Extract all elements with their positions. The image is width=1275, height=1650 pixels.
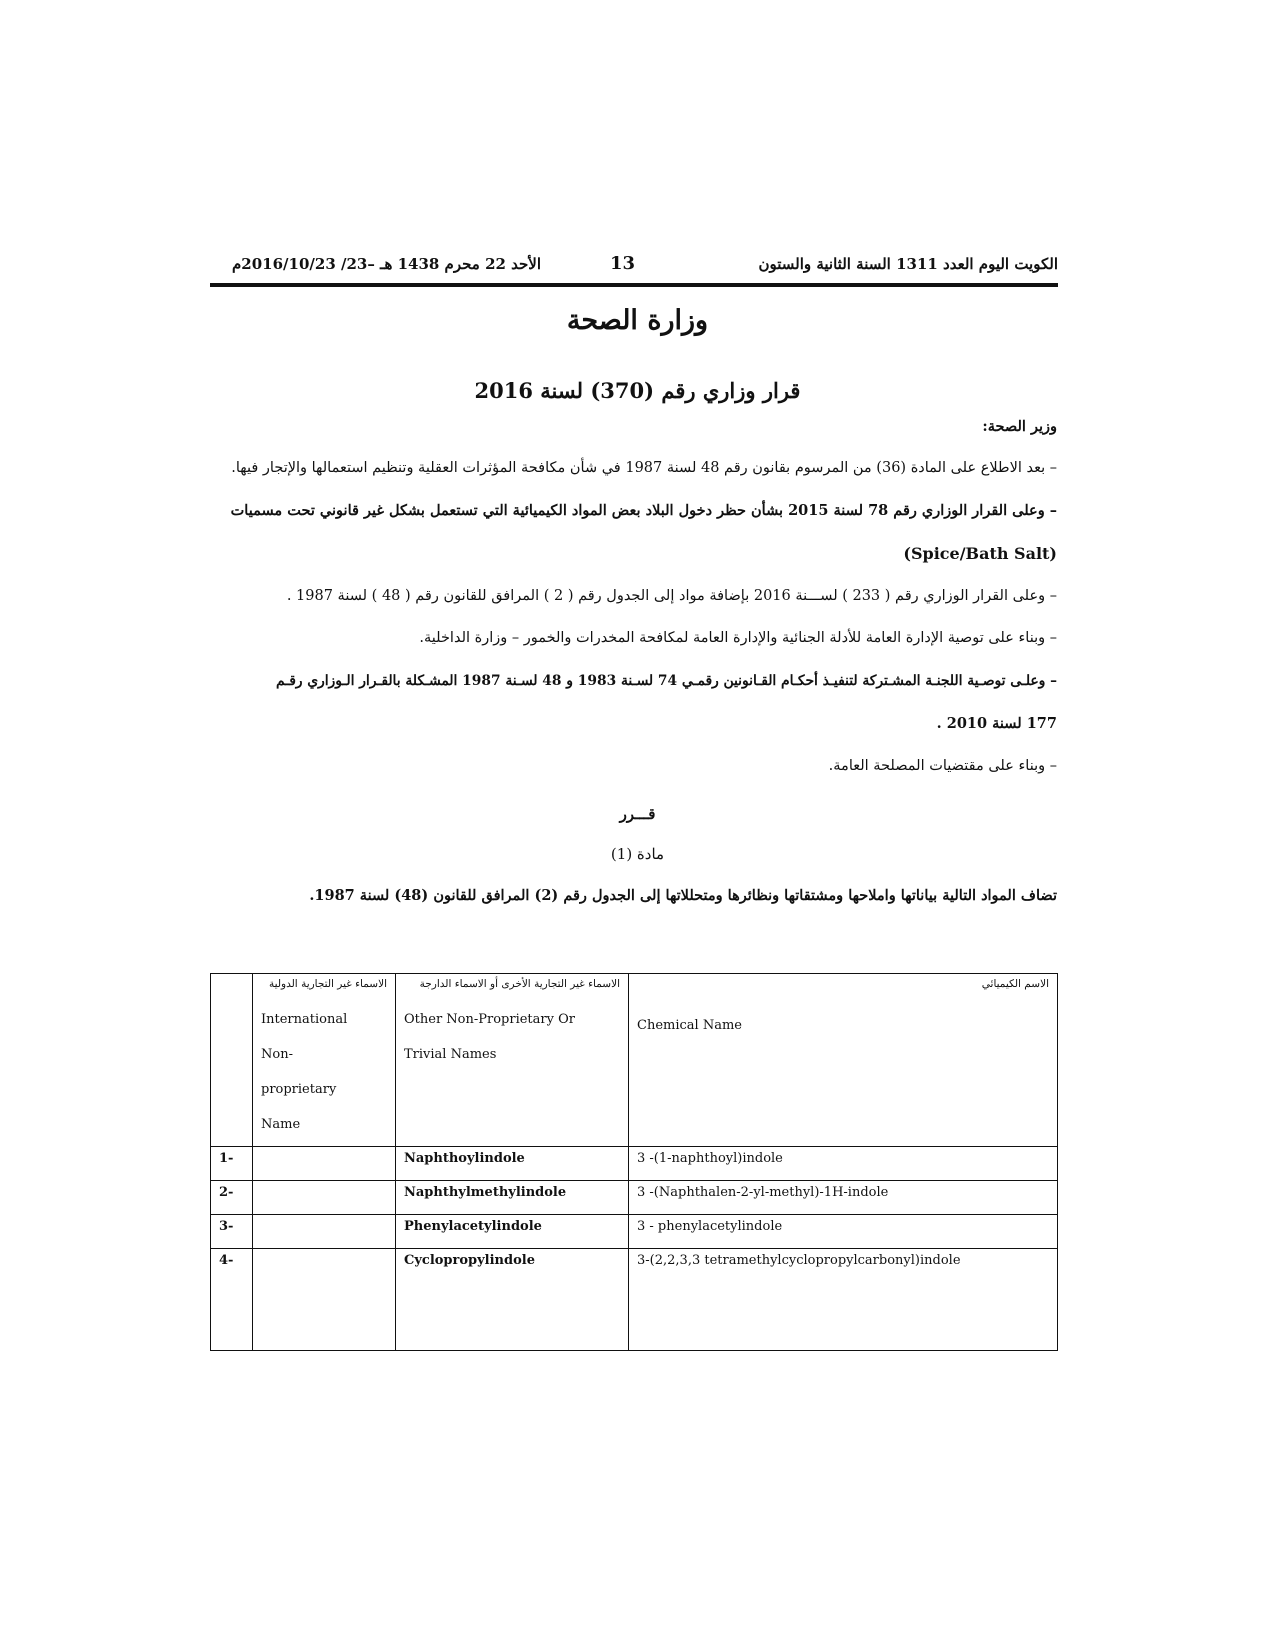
header-chemical-arabic: الاسم الكيميائي: [981, 978, 1049, 990]
paragraph-1: – بعد الاطلاع على المادة (36) من المرسوم بقانون رقم 48 لسنة 1987 في شأن مكافحة المؤثرات العقلية وتنظيم استعمالها والإتجار فيها.: [231, 460, 1057, 476]
article-text: تضاف المواد التالية بياناتها واملاحها ومشتقاتها ونظائرها ومتحللاتها إلى الجدول رقم (2) المرافق للقانون (48) لسنة 1987.: [309, 887, 1057, 904]
paragraph-5-cont: 177 لسنة 2010 .: [936, 715, 1057, 732]
header-chemical-english: Chemical Name: [637, 1018, 742, 1033]
row-number: 2-: [211, 1181, 253, 1215]
header-inn-english: International Non- proprietary Name: [261, 1012, 348, 1132]
paragraph-4: – وبناء على توصية الإدارة العامة للأدلة الجنائية والإدارة العامة لمكافحة المخدرات والخمور – وزارة الداخلية.: [419, 630, 1057, 646]
table-row: [211, 1181, 1058, 1215]
header-trivial-arabic: الاسماء غير التجارية الأخرى أو الاسماء الدارجة: [419, 978, 620, 990]
row-number: 3-: [211, 1215, 253, 1249]
row-inn: [253, 1215, 396, 1249]
row-inn: [253, 1249, 396, 1351]
paragraph-6: – وبناء على مقتضيات المصلحة العامة.: [828, 758, 1057, 774]
row-chemical: 3 - phenylacetylindole: [629, 1215, 1058, 1249]
paragraph-3: – وعلى القرار الوزاري رقم ( 233 ) لســـنة 2016 بإضافة مواد إلى الجدول رقم ( 2 ) المرافق للقانون رقم ( 48 ) لسنة 1987 .: [286, 588, 1057, 604]
table-row: [211, 1215, 1058, 1249]
header-trivial-english: Other Non-Proprietary Or Trivial Names: [404, 1012, 575, 1062]
article-heading: مادة (1): [610, 845, 665, 863]
row-trivial: Naphthoylindole: [396, 1147, 629, 1181]
header-cell-trivial: [396, 974, 629, 1147]
page-header: [210, 255, 1058, 287]
row-chemical: 3 -(1-naphthoyl)indole: [629, 1147, 1058, 1181]
decree-title: قرار وزاري رقم (370) لسنة 2016: [474, 378, 801, 403]
page-number: 13: [610, 253, 636, 274]
row-trivial: Naphthylmethylindole: [396, 1181, 629, 1215]
minister-line: وزير الصحة:: [982, 418, 1057, 435]
row-trivial: Cyclopropylindole: [396, 1249, 629, 1351]
header-cell-chemical: [629, 974, 1058, 1147]
decided-heading: قـــرر: [619, 805, 656, 823]
paragraph-2-cont: (Spice/Bath Salt): [903, 544, 1057, 563]
row-number: 1-: [211, 1147, 253, 1181]
substances-table: [210, 973, 1058, 1351]
header-cell-number: [211, 974, 253, 1147]
header-cell-inn: [253, 974, 396, 1147]
header-inn-arabic: الاسماء غير التجارية الدولية: [269, 978, 387, 990]
paragraph-5: – وعلـى توصـية اللجنـة المشـتركة لتنفيـذ أحكـام القـانونين رقمـي 74 لسـنة 1983 و 48 لسـنة 1987 المشـكلة بالقـرار الـوزاري رقـم: [275, 673, 1057, 689]
row-chemical: 3 -(Naphthalen-2-yl-methyl)-1H-indole: [629, 1181, 1058, 1215]
row-number: 4-: [211, 1249, 253, 1351]
row-chemical: 3-(2,2,3,3 tetramethylcyclopropylcarbonyl)indole: [629, 1249, 1058, 1351]
row-inn: [253, 1147, 396, 1181]
table-row: [211, 1147, 1058, 1181]
gazette-issue: الكويت اليوم العدد 1311 السنة الثانية والستون: [758, 255, 1058, 273]
ministry-title: وزارة الصحة: [566, 305, 709, 336]
row-inn: [253, 1181, 396, 1215]
issue-date: الأحد 22 محرم 1438 هـ –23/ 2016/10/23م: [232, 255, 542, 273]
table-row: [211, 1249, 1058, 1351]
table-header-row: [211, 974, 1058, 1147]
paragraph-2: – وعلى القرار الوزاري رقم 78 لسنة 2015 بشأن حظر دخول البلاد بعض المواد الكيميائية التي تستعمل بشكل غير قانوني تحت مسميات: [230, 502, 1057, 519]
row-trivial: Phenylacetylindole: [396, 1215, 629, 1249]
